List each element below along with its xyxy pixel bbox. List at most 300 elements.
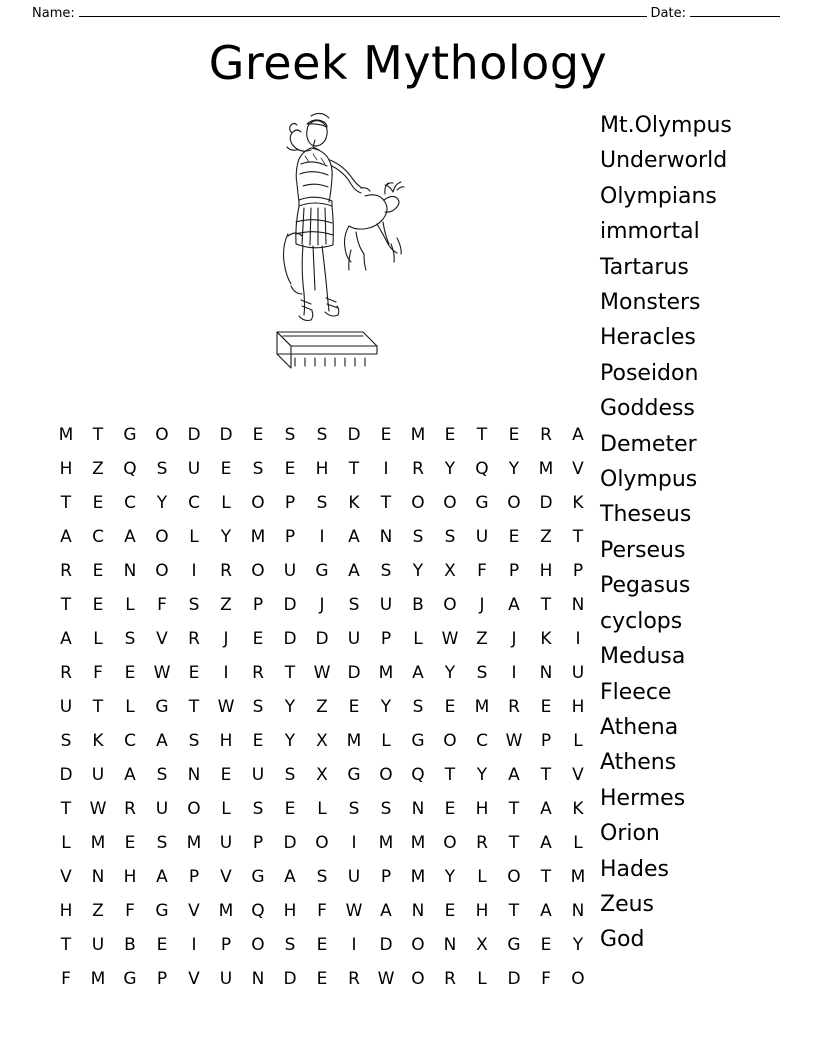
grid-cell[interactable]: P [380, 866, 392, 887]
grid-cell[interactable]: Z [540, 526, 552, 547]
grid-cell[interactable]: P [572, 560, 584, 581]
grid-cell[interactable]: M [346, 730, 362, 751]
grid-cell[interactable]: H [475, 798, 489, 819]
grid-cell[interactable]: K [92, 730, 104, 751]
grid-cell[interactable]: D [347, 424, 361, 445]
grid-cell[interactable]: N [123, 560, 137, 581]
grid-cell[interactable]: M [410, 424, 426, 445]
grid-cell[interactable]: U [219, 968, 233, 989]
grid-cell[interactable]: E [124, 662, 136, 683]
grid-cell[interactable]: V [220, 866, 232, 887]
grid-cell[interactable]: L [413, 628, 423, 649]
grid-cell[interactable]: N [443, 934, 457, 955]
grid-cell[interactable]: R [252, 662, 264, 683]
grid-cell[interactable]: E [348, 696, 360, 717]
grid-cell[interactable]: G [155, 900, 169, 921]
grid-cell[interactable]: W [153, 662, 171, 683]
grid-cell[interactable]: M [410, 832, 426, 853]
grid-cell[interactable]: T [508, 832, 520, 853]
grid-cell[interactable]: Z [220, 594, 232, 615]
grid-cell[interactable]: E [220, 764, 232, 785]
grid-cell[interactable]: T [380, 492, 392, 513]
grid-cell[interactable]: M [378, 662, 394, 683]
grid-cell[interactable]: X [316, 764, 328, 785]
grid-cell[interactable]: O [155, 424, 169, 445]
grid-cell[interactable]: A [572, 424, 584, 445]
grid-cell[interactable]: R [188, 628, 200, 649]
grid-cell[interactable]: W [313, 662, 331, 683]
grid-cell[interactable]: A [508, 594, 520, 615]
grid-cell[interactable]: S [188, 594, 200, 615]
grid-cell[interactable]: D [347, 662, 361, 683]
grid-cell[interactable]: H [475, 900, 489, 921]
grid-cell[interactable]: Q [123, 458, 137, 479]
grid-cell[interactable]: L [221, 492, 231, 513]
grid-cell[interactable]: E [508, 526, 520, 547]
grid-cell[interactable]: G [347, 764, 361, 785]
word-list-item[interactable]: Hades [600, 856, 669, 882]
grid-cell[interactable]: E [316, 934, 328, 955]
grid-cell[interactable]: O [155, 526, 169, 547]
grid-cell[interactable]: O [187, 798, 201, 819]
grid-cell[interactable]: T [540, 866, 552, 887]
grid-cell[interactable]: P [540, 730, 552, 751]
grid-cell[interactable]: S [412, 526, 424, 547]
grid-cell[interactable]: N [379, 526, 393, 547]
grid-cell[interactable]: S [316, 424, 328, 445]
grid-cell[interactable]: R [476, 832, 488, 853]
grid-cell[interactable]: V [188, 968, 200, 989]
grid-cell[interactable]: T [92, 696, 104, 717]
grid-cell[interactable]: V [156, 628, 168, 649]
grid-cell[interactable]: M [378, 832, 394, 853]
grid-cell[interactable]: M [570, 866, 586, 887]
word-list-item[interactable]: Zeus [600, 891, 655, 917]
grid-cell[interactable]: E [508, 424, 520, 445]
grid-cell[interactable]: X [476, 934, 488, 955]
word-list-item[interactable]: Heracles [600, 325, 696, 351]
grid-cell[interactable]: D [59, 764, 73, 785]
grid-cell[interactable]: E [92, 594, 104, 615]
grid-cell[interactable]: Y [508, 458, 520, 479]
grid-cell[interactable]: Z [316, 696, 328, 717]
grid-cell[interactable]: E [316, 968, 328, 989]
grid-cell[interactable]: Z [92, 900, 104, 921]
grid-cell[interactable]: F [157, 594, 167, 615]
grid-cell[interactable]: C [92, 526, 104, 547]
grid-cell[interactable]: U [155, 798, 169, 819]
grid-cell[interactable]: S [444, 526, 456, 547]
word-list-item[interactable]: Athena [600, 714, 679, 740]
date-input-line[interactable] [690, 6, 780, 17]
grid-cell[interactable]: N [411, 798, 425, 819]
grid-cell[interactable]: A [60, 628, 72, 649]
grid-cell[interactable]: U [59, 696, 73, 717]
grid-cell[interactable]: Y [220, 526, 232, 547]
grid-cell[interactable]: V [60, 866, 72, 887]
grid-cell[interactable]: U [571, 662, 585, 683]
grid-cell[interactable]: L [317, 798, 327, 819]
grid-cell[interactable]: A [540, 900, 552, 921]
word-list-item[interactable]: Olympians [600, 183, 717, 209]
grid-cell[interactable]: J [479, 594, 485, 615]
grid-cell[interactable]: S [380, 798, 392, 819]
grid-cell[interactable]: N [539, 662, 553, 683]
grid-cell[interactable]: E [188, 662, 200, 683]
grid-cell[interactable]: V [572, 764, 584, 785]
grid-cell[interactable]: W [89, 798, 107, 819]
grid-cell[interactable]: K [348, 492, 360, 513]
grid-cell[interactable]: I [191, 560, 197, 581]
grid-cell[interactable]: R [412, 458, 424, 479]
grid-cell[interactable]: W [505, 730, 523, 751]
grid-cell[interactable]: M [474, 696, 490, 717]
word-search-grid[interactable] [50, 418, 594, 996]
word-list-item[interactable]: God [600, 927, 645, 953]
grid-cell[interactable]: R [220, 560, 232, 581]
grid-cell[interactable]: W [441, 628, 459, 649]
grid-cell[interactable]: A [412, 662, 424, 683]
word-list-item[interactable]: Monsters [600, 290, 701, 316]
grid-cell[interactable]: S [316, 492, 328, 513]
grid-cell[interactable]: J [511, 628, 517, 649]
grid-cell[interactable]: R [124, 798, 136, 819]
grid-cell[interactable]: R [540, 424, 552, 445]
grid-cell[interactable]: A [540, 832, 552, 853]
grid-cell[interactable]: H [59, 900, 73, 921]
grid-cell[interactable]: L [125, 696, 135, 717]
grid-cell[interactable]: Y [444, 458, 456, 479]
grid-cell[interactable]: L [221, 798, 231, 819]
grid-cell[interactable]: S [124, 628, 136, 649]
grid-cell[interactable]: M [410, 866, 426, 887]
grid-cell[interactable]: T [284, 662, 296, 683]
grid-cell[interactable]: I [319, 526, 325, 547]
grid-cell[interactable]: Y [284, 696, 296, 717]
grid-cell[interactable]: R [508, 696, 520, 717]
grid-cell[interactable]: M [186, 832, 202, 853]
grid-cell[interactable]: C [476, 730, 488, 751]
grid-cell[interactable]: I [511, 662, 517, 683]
grid-cell[interactable]: E [444, 424, 456, 445]
grid-cell[interactable]: S [60, 730, 72, 751]
grid-cell[interactable]: I [383, 458, 389, 479]
grid-cell[interactable]: N [571, 900, 585, 921]
grid-cell[interactable]: L [573, 832, 583, 853]
grid-cell[interactable]: R [60, 662, 72, 683]
grid-cell[interactable]: F [541, 968, 551, 989]
grid-cell[interactable]: O [507, 492, 521, 513]
grid-cell[interactable]: T [60, 798, 72, 819]
grid-cell[interactable]: N [91, 866, 105, 887]
grid-cell[interactable]: R [60, 560, 72, 581]
grid-cell[interactable]: L [477, 968, 487, 989]
grid-cell[interactable]: O [443, 594, 457, 615]
grid-cell[interactable]: H [539, 560, 553, 581]
grid-cell[interactable]: U [347, 866, 361, 887]
grid-cell[interactable]: Q [251, 900, 265, 921]
grid-cell[interactable]: T [444, 764, 456, 785]
name-input-line[interactable] [79, 6, 647, 17]
grid-cell[interactable]: L [381, 730, 391, 751]
grid-cell[interactable]: O [251, 492, 265, 513]
grid-cell[interactable]: T [348, 458, 360, 479]
grid-cell[interactable]: D [283, 832, 297, 853]
grid-cell[interactable]: O [315, 832, 329, 853]
grid-cell[interactable]: K [572, 492, 584, 513]
grid-cell[interactable]: B [124, 934, 136, 955]
grid-cell[interactable]: R [444, 968, 456, 989]
grid-cell[interactable]: W [377, 968, 395, 989]
grid-cell[interactable]: N [187, 764, 201, 785]
grid-cell[interactable]: U [91, 934, 105, 955]
grid-cell[interactable]: F [125, 900, 135, 921]
grid-cell[interactable]: S [284, 934, 296, 955]
grid-cell[interactable]: G [123, 424, 137, 445]
grid-cell[interactable]: T [188, 696, 200, 717]
grid-cell[interactable]: S [252, 696, 264, 717]
grid-cell[interactable]: A [380, 900, 392, 921]
grid-cell[interactable]: P [156, 968, 168, 989]
word-list-item[interactable]: Theseus [600, 502, 692, 528]
grid-cell[interactable]: O [251, 560, 265, 581]
grid-cell[interactable]: S [476, 662, 488, 683]
grid-cell[interactable]: M [58, 424, 74, 445]
grid-cell[interactable]: L [573, 730, 583, 751]
grid-cell[interactable]: Y [284, 730, 296, 751]
grid-cell[interactable]: U [283, 560, 297, 581]
word-list-item[interactable]: Perseus [600, 537, 686, 563]
grid-cell[interactable]: V [572, 458, 584, 479]
word-list-item[interactable]: Medusa [600, 644, 686, 670]
grid-cell[interactable]: G [507, 934, 521, 955]
grid-cell[interactable]: F [93, 662, 103, 683]
grid-cell[interactable]: Y [572, 934, 584, 955]
grid-cell[interactable]: T [540, 594, 552, 615]
grid-cell[interactable]: T [60, 594, 72, 615]
grid-cell[interactable]: Y [444, 866, 456, 887]
grid-cell[interactable]: P [188, 866, 200, 887]
grid-cell[interactable]: G [315, 560, 329, 581]
grid-cell[interactable]: O [411, 968, 425, 989]
grid-cell[interactable]: A [348, 526, 360, 547]
grid-cell[interactable]: A [284, 866, 296, 887]
grid-cell[interactable]: O [251, 934, 265, 955]
grid-cell[interactable]: A [508, 764, 520, 785]
grid-cell[interactable]: E [92, 492, 104, 513]
grid-cell[interactable]: H [123, 866, 137, 887]
grid-cell[interactable]: L [189, 526, 199, 547]
grid-cell[interactable]: Q [411, 764, 425, 785]
grid-cell[interactable]: F [317, 900, 327, 921]
grid-cell[interactable]: E [444, 798, 456, 819]
grid-cell[interactable]: L [93, 628, 103, 649]
word-list-item[interactable]: Pegasus [600, 573, 691, 599]
grid-cell[interactable]: M [538, 458, 554, 479]
grid-cell[interactable]: T [60, 934, 72, 955]
grid-cell[interactable]: A [124, 526, 136, 547]
grid-cell[interactable]: H [571, 696, 585, 717]
grid-cell[interactable]: E [252, 424, 264, 445]
grid-cell[interactable]: C [188, 492, 200, 513]
grid-cell[interactable]: J [223, 628, 229, 649]
grid-cell[interactable]: P [284, 526, 296, 547]
grid-cell[interactable]: S [188, 730, 200, 751]
grid-cell[interactable]: S [380, 560, 392, 581]
grid-cell[interactable]: X [444, 560, 456, 581]
grid-cell[interactable]: O [507, 866, 521, 887]
word-list-item[interactable]: Hermes [600, 785, 686, 811]
word-list-item[interactable]: Athens [600, 750, 677, 776]
grid-cell[interactable]: H [283, 900, 297, 921]
grid-cell[interactable]: S [156, 832, 168, 853]
grid-cell[interactable]: D [283, 594, 297, 615]
grid-cell[interactable]: Y [444, 662, 456, 683]
grid-cell[interactable]: E [444, 900, 456, 921]
word-list-item[interactable]: Underworld [600, 148, 728, 174]
grid-cell[interactable]: W [345, 900, 363, 921]
grid-cell[interactable]: D [283, 968, 297, 989]
word-list-item[interactable]: Demeter [600, 431, 697, 457]
word-list-item[interactable]: Tartarus [600, 254, 689, 280]
grid-cell[interactable]: G [475, 492, 489, 513]
grid-cell[interactable]: A [124, 764, 136, 785]
grid-cell[interactable]: O [155, 560, 169, 581]
grid-cell[interactable]: C [124, 730, 136, 751]
grid-cell[interactable]: U [219, 832, 233, 853]
grid-cell[interactable]: O [379, 764, 393, 785]
grid-cell[interactable]: P [252, 594, 264, 615]
grid-cell[interactable]: N [251, 968, 265, 989]
grid-cell[interactable]: S [284, 764, 296, 785]
grid-cell[interactable]: P [252, 832, 264, 853]
grid-cell[interactable]: S [156, 764, 168, 785]
grid-cell[interactable]: E [252, 628, 264, 649]
grid-cell[interactable]: E [92, 560, 104, 581]
grid-cell[interactable]: O [571, 968, 585, 989]
grid-cell[interactable]: E [380, 424, 392, 445]
grid-cell[interactable]: G [123, 968, 137, 989]
grid-cell[interactable]: H [315, 458, 329, 479]
word-list-item[interactable]: immortal [600, 219, 700, 245]
grid-cell[interactable]: L [477, 866, 487, 887]
grid-cell[interactable]: D [315, 628, 329, 649]
grid-cell[interactable]: S [412, 696, 424, 717]
grid-cell[interactable]: E [284, 798, 296, 819]
grid-cell[interactable]: I [223, 662, 229, 683]
grid-cell[interactable]: E [540, 934, 552, 955]
grid-cell[interactable]: I [191, 934, 197, 955]
grid-cell[interactable]: A [156, 866, 168, 887]
grid-cell[interactable]: D [283, 628, 297, 649]
grid-cell[interactable]: U [475, 526, 489, 547]
grid-cell[interactable]: C [124, 492, 136, 513]
grid-cell[interactable]: O [443, 730, 457, 751]
grid-cell[interactable]: F [477, 560, 487, 581]
grid-cell[interactable]: D [379, 934, 393, 955]
grid-cell[interactable]: G [411, 730, 425, 751]
grid-cell[interactable]: S [348, 798, 360, 819]
grid-cell[interactable]: S [252, 458, 264, 479]
grid-cell[interactable]: T [508, 900, 520, 921]
grid-cell[interactable]: I [351, 934, 357, 955]
grid-cell[interactable]: J [319, 594, 325, 615]
grid-cell[interactable]: F [61, 968, 71, 989]
word-list-item[interactable]: Mt.Olympus [600, 113, 732, 138]
grid-cell[interactable]: Y [412, 560, 424, 581]
grid-cell[interactable]: W [217, 696, 235, 717]
grid-cell[interactable]: B [412, 594, 424, 615]
grid-cell[interactable]: A [348, 560, 360, 581]
grid-cell[interactable]: E [156, 934, 168, 955]
grid-cell[interactable]: O [443, 492, 457, 513]
grid-cell[interactable]: S [316, 866, 328, 887]
word-list-item[interactable]: cyclops [600, 608, 683, 634]
grid-cell[interactable]: Y [156, 492, 168, 513]
word-list-item[interactable]: Fleece [600, 679, 672, 705]
grid-cell[interactable]: U [347, 628, 361, 649]
grid-cell[interactable]: O [411, 492, 425, 513]
grid-cell[interactable]: R [348, 968, 360, 989]
grid-cell[interactable]: E [540, 696, 552, 717]
grid-cell[interactable]: Z [92, 458, 104, 479]
grid-cell[interactable]: U [187, 458, 201, 479]
grid-cell[interactable]: S [284, 424, 296, 445]
grid-cell[interactable]: S [348, 594, 360, 615]
grid-cell[interactable]: P [220, 934, 232, 955]
grid-cell[interactable]: T [572, 526, 584, 547]
grid-cell[interactable]: A [60, 526, 72, 547]
grid-cell[interactable]: Y [380, 696, 392, 717]
grid-cell[interactable]: K [540, 628, 552, 649]
grid-cell[interactable]: U [91, 764, 105, 785]
grid-cell[interactable]: M [90, 832, 106, 853]
grid-cell[interactable]: D [507, 968, 521, 989]
grid-cell[interactable]: H [219, 730, 233, 751]
grid-cell[interactable]: Z [476, 628, 488, 649]
grid-cell[interactable]: H [59, 458, 73, 479]
word-list-item[interactable]: Poseidon [600, 360, 699, 386]
grid-cell[interactable]: K [572, 798, 584, 819]
grid-cell[interactable]: U [379, 594, 393, 615]
word-list-item[interactable]: Orion [600, 821, 660, 847]
grid-cell[interactable]: M [90, 968, 106, 989]
grid-cell[interactable]: E [284, 458, 296, 479]
word-list-item[interactable]: Olympus [600, 467, 698, 493]
grid-cell[interactable]: E [444, 696, 456, 717]
grid-cell[interactable]: E [252, 730, 264, 751]
grid-cell[interactable]: T [476, 424, 488, 445]
grid-cell[interactable]: Q [475, 458, 489, 479]
grid-cell[interactable]: E [124, 832, 136, 853]
grid-cell[interactable]: O [443, 832, 457, 853]
grid-cell[interactable]: I [575, 628, 581, 649]
grid-cell[interactable]: T [508, 798, 520, 819]
grid-cell[interactable]: S [156, 458, 168, 479]
grid-cell[interactable]: M [218, 900, 234, 921]
grid-cell[interactable]: G [155, 696, 169, 717]
grid-cell[interactable]: G [251, 866, 265, 887]
grid-cell[interactable]: D [219, 424, 233, 445]
grid-cell[interactable]: T [60, 492, 72, 513]
grid-cell[interactable]: X [316, 730, 328, 751]
grid-cell[interactable]: Y [476, 764, 488, 785]
grid-cell[interactable]: P [508, 560, 520, 581]
grid-cell[interactable]: M [250, 526, 266, 547]
word-list-item[interactable]: Goddess [600, 396, 695, 422]
grid-cell[interactable]: D [539, 492, 553, 513]
grid-cell[interactable]: P [284, 492, 296, 513]
